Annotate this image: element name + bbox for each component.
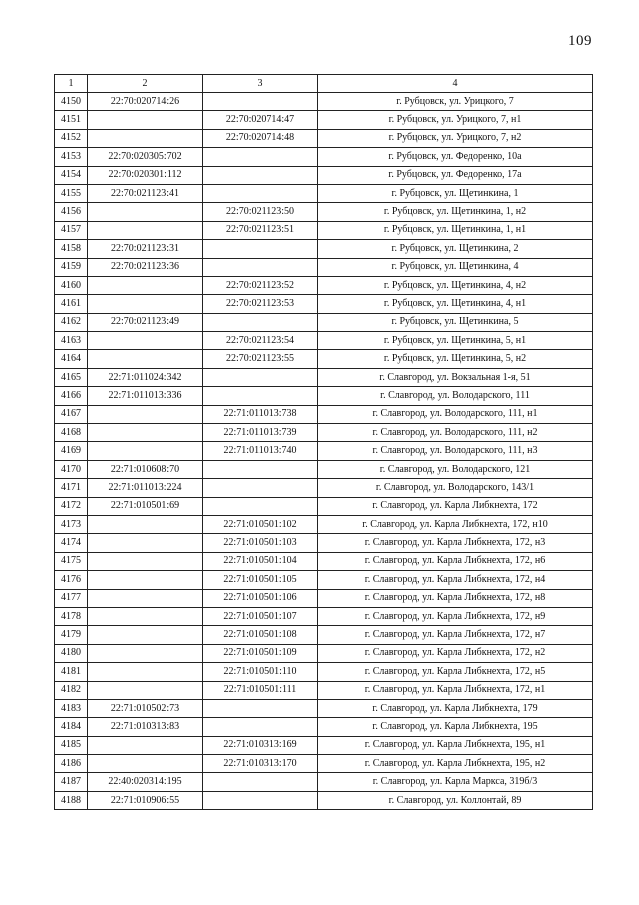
cell-row-number: 4150 xyxy=(55,93,88,111)
cell-cadastral-premises: 22:70:020714:47 xyxy=(203,111,318,129)
cell-row-number: 4168 xyxy=(55,424,88,442)
table-row xyxy=(55,221,593,239)
cell-row-number: 4175 xyxy=(55,552,88,570)
cell-cadastral-land xyxy=(88,129,203,147)
cell-address: г. Славгород, ул. Карла Либкнехта, 172, н4 xyxy=(318,571,593,589)
table-row xyxy=(55,607,593,625)
cell-cadastral-premises xyxy=(203,479,318,497)
cell-cadastral-land xyxy=(88,663,203,681)
cell-cadastral-land: 22:70:020714:26 xyxy=(88,93,203,111)
cell-row-number: 4176 xyxy=(55,571,88,589)
cell-cadastral-land xyxy=(88,571,203,589)
cell-cadastral-premises: 22:71:011013:740 xyxy=(203,442,318,460)
table-row xyxy=(55,442,593,460)
cell-cadastral-land: 22:71:010501:69 xyxy=(88,497,203,515)
cell-cadastral-premises: 22:71:010501:111 xyxy=(203,681,318,699)
cell-row-number: 4170 xyxy=(55,460,88,478)
cell-row-number: 4161 xyxy=(55,295,88,313)
cell-cadastral-land xyxy=(88,424,203,442)
cell-cadastral-land xyxy=(88,515,203,533)
cell-row-number: 4171 xyxy=(55,479,88,497)
cell-cadastral-premises: 22:71:010501:104 xyxy=(203,552,318,570)
cell-row-number: 4185 xyxy=(55,736,88,754)
cell-cadastral-premises xyxy=(203,773,318,791)
cell-cadastral-land xyxy=(88,552,203,570)
cell-cadastral-land: 22:71:010502:73 xyxy=(88,699,203,717)
table-row xyxy=(55,129,593,147)
table-row xyxy=(55,644,593,662)
cell-cadastral-premises xyxy=(203,497,318,515)
cell-cadastral-land xyxy=(88,755,203,773)
cell-address: г. Рубцовск, ул. Щетинкина, 5 xyxy=(318,313,593,331)
cell-row-number: 4188 xyxy=(55,791,88,809)
cell-row-number: 4155 xyxy=(55,184,88,202)
table-row xyxy=(55,479,593,497)
cell-row-number: 4178 xyxy=(55,607,88,625)
cell-row-number: 4183 xyxy=(55,699,88,717)
cell-cadastral-premises xyxy=(203,718,318,736)
table-row xyxy=(55,184,593,202)
table-row xyxy=(55,699,593,717)
cell-address: г. Рубцовск, ул. Федоренко, 10а xyxy=(318,148,593,166)
cell-cadastral-premises: 22:70:021123:51 xyxy=(203,221,318,239)
cell-address: г. Славгород, ул. Карла Либкнехта, 195 xyxy=(318,718,593,736)
cell-address: г. Славгород, ул. Вокзальная 1-я, 51 xyxy=(318,368,593,386)
header-col-1: 1 xyxy=(55,75,88,93)
cell-cadastral-premises: 22:70:021123:54 xyxy=(203,332,318,350)
header-col-3: 3 xyxy=(203,75,318,93)
cell-cadastral-premises xyxy=(203,148,318,166)
table-row xyxy=(55,387,593,405)
cell-address: г. Рубцовск, ул. Федоренко, 17а xyxy=(318,166,593,184)
cell-row-number: 4172 xyxy=(55,497,88,515)
cell-cadastral-premises xyxy=(203,184,318,202)
table-row xyxy=(55,350,593,368)
cell-row-number: 4182 xyxy=(55,681,88,699)
table-row xyxy=(55,571,593,589)
table-row xyxy=(55,258,593,276)
cell-row-number: 4179 xyxy=(55,626,88,644)
cell-cadastral-premises xyxy=(203,166,318,184)
table-header xyxy=(55,75,593,93)
table-row xyxy=(55,681,593,699)
cell-cadastral-land xyxy=(88,221,203,239)
cell-address: г. Славгород, ул. Карла Либкнехта, 179 xyxy=(318,699,593,717)
cell-cadastral-land xyxy=(88,681,203,699)
cell-row-number: 4167 xyxy=(55,405,88,423)
table-row xyxy=(55,626,593,644)
cell-row-number: 4180 xyxy=(55,644,88,662)
table-row xyxy=(55,736,593,754)
cell-address: г. Славгород, ул. Володарского, 121 xyxy=(318,460,593,478)
cell-address: г. Рубцовск, ул. Щетинкина, 1 xyxy=(318,184,593,202)
header-row xyxy=(55,75,593,93)
cell-row-number: 4187 xyxy=(55,773,88,791)
cell-cadastral-premises xyxy=(203,791,318,809)
cell-cadastral-premises xyxy=(203,387,318,405)
cell-address: г. Славгород, ул. Володарского, 111, н1 xyxy=(318,405,593,423)
cell-address: г. Рубцовск, ул. Щетинкина, 4 xyxy=(318,258,593,276)
cell-address: г. Славгород, ул. Карла Либкнехта, 172, н1 xyxy=(318,681,593,699)
cell-address: г. Славгород, ул. Володарского, 111, н2 xyxy=(318,424,593,442)
cell-address: г. Рубцовск, ул. Урицкого, 7 xyxy=(318,93,593,111)
cell-address: г. Славгород, ул. Карла Либкнехта, 172, н9 xyxy=(318,607,593,625)
cell-address: г. Славгород, ул. Карла Либкнехта, 172, н2 xyxy=(318,644,593,662)
cell-address: г. Славгород, ул. Карла Либкнехта, 172, н7 xyxy=(318,626,593,644)
cell-row-number: 4177 xyxy=(55,589,88,607)
cell-cadastral-land: 22:71:011013:224 xyxy=(88,479,203,497)
table-row xyxy=(55,773,593,791)
cell-cadastral-premises xyxy=(203,240,318,258)
cell-cadastral-land xyxy=(88,350,203,368)
cell-row-number: 4153 xyxy=(55,148,88,166)
cell-row-number: 4181 xyxy=(55,663,88,681)
cell-cadastral-land xyxy=(88,736,203,754)
table-row xyxy=(55,203,593,221)
header-col-2: 2 xyxy=(88,75,203,93)
cell-address: г. Рубцовск, ул. Щетинкина, 5, н1 xyxy=(318,332,593,350)
cell-cadastral-premises xyxy=(203,93,318,111)
cell-cadastral-land: 22:71:011013:336 xyxy=(88,387,203,405)
cell-cadastral-premises xyxy=(203,258,318,276)
cell-row-number: 4158 xyxy=(55,240,88,258)
cell-address: г. Славгород, ул. Карла Либкнехта, 172 xyxy=(318,497,593,515)
cell-cadastral-land: 22:71:010608:70 xyxy=(88,460,203,478)
cell-cadastral-premises: 22:71:010501:103 xyxy=(203,534,318,552)
table-row xyxy=(55,111,593,129)
cell-row-number: 4152 xyxy=(55,129,88,147)
table-row xyxy=(55,589,593,607)
cell-address: г. Славгород, ул. Коллонтай, 89 xyxy=(318,791,593,809)
cell-cadastral-land: 22:70:021123:49 xyxy=(88,313,203,331)
cell-cadastral-land: 22:70:021123:41 xyxy=(88,184,203,202)
table-row xyxy=(55,663,593,681)
register-table xyxy=(54,74,593,810)
cell-address: г. Славгород, ул. Карла Либкнехта, 172, н5 xyxy=(318,663,593,681)
cell-cadastral-premises: 22:70:021123:53 xyxy=(203,295,318,313)
cell-cadastral-premises xyxy=(203,460,318,478)
cell-address: г. Славгород, ул. Карла Либкнехта, 172, н6 xyxy=(318,552,593,570)
cell-cadastral-land: 22:70:020305:702 xyxy=(88,148,203,166)
table-row xyxy=(55,460,593,478)
table-row xyxy=(55,240,593,258)
cell-cadastral-premises: 22:70:020714:48 xyxy=(203,129,318,147)
cell-cadastral-premises xyxy=(203,368,318,386)
cell-address: г. Рубцовск, ул. Урицкого, 7, н1 xyxy=(318,111,593,129)
cell-address: г. Славгород, ул. Володарского, 111, н3 xyxy=(318,442,593,460)
cell-cadastral-premises: 22:70:021123:50 xyxy=(203,203,318,221)
table-row xyxy=(55,166,593,184)
cell-address: г. Рубцовск, ул. Щетинкина, 1, н1 xyxy=(318,221,593,239)
table-row xyxy=(55,755,593,773)
cell-cadastral-land: 22:71:011024:342 xyxy=(88,368,203,386)
cell-row-number: 4163 xyxy=(55,332,88,350)
cell-cadastral-land: 22:70:020301:112 xyxy=(88,166,203,184)
cell-cadastral-premises: 22:71:010501:110 xyxy=(203,663,318,681)
cell-cadastral-land xyxy=(88,607,203,625)
table-row xyxy=(55,148,593,166)
cell-cadastral-land: 22:71:010906:55 xyxy=(88,791,203,809)
cell-cadastral-land xyxy=(88,295,203,313)
cell-cadastral-premises: 22:71:010501:109 xyxy=(203,644,318,662)
cell-cadastral-land xyxy=(88,111,203,129)
table-row xyxy=(55,368,593,386)
table-row xyxy=(55,515,593,533)
cell-row-number: 4166 xyxy=(55,387,88,405)
cell-address: г. Рубцовск, ул. Щетинкина, 4, н1 xyxy=(318,295,593,313)
cell-row-number: 4173 xyxy=(55,515,88,533)
cell-row-number: 4164 xyxy=(55,350,88,368)
cell-address: г. Рубцовск, ул. Щетинкина, 1, н2 xyxy=(318,203,593,221)
cell-cadastral-land: 22:40:020314:195 xyxy=(88,773,203,791)
cell-cadastral-premises: 22:71:010501:107 xyxy=(203,607,318,625)
cell-address: г. Славгород, ул. Карла Либкнехта, 172, н10 xyxy=(318,515,593,533)
cell-cadastral-premises: 22:71:010313:169 xyxy=(203,736,318,754)
cell-cadastral-premises: 22:71:010313:170 xyxy=(203,755,318,773)
cell-address: г. Рубцовск, ул. Щетинкина, 2 xyxy=(318,240,593,258)
cell-address: г. Славгород, ул. Карла Либкнехта, 195, н1 xyxy=(318,736,593,754)
cell-cadastral-premises: 22:70:021123:52 xyxy=(203,276,318,294)
cell-address: г. Славгород, ул. Карла Либкнехта, 172, н3 xyxy=(318,534,593,552)
cell-address: г. Славгород, ул. Карла Либкнехта, 195, н2 xyxy=(318,755,593,773)
cell-cadastral-land xyxy=(88,405,203,423)
cell-cadastral-land: 22:70:021123:31 xyxy=(88,240,203,258)
table-row xyxy=(55,332,593,350)
cell-cadastral-premises: 22:71:010501:105 xyxy=(203,571,318,589)
cell-address: г. Рубцовск, ул. Щетинкина, 5, н2 xyxy=(318,350,593,368)
cell-cadastral-land xyxy=(88,332,203,350)
cell-address: г. Рубцовск, ул. Урицкого, 7, н2 xyxy=(318,129,593,147)
table-row xyxy=(55,718,593,736)
cell-address: г. Славгород, ул. Володарского, 143/1 xyxy=(318,479,593,497)
cell-row-number: 4157 xyxy=(55,221,88,239)
table-row xyxy=(55,276,593,294)
cell-row-number: 4174 xyxy=(55,534,88,552)
cell-cadastral-premises: 22:71:010501:108 xyxy=(203,626,318,644)
cell-cadastral-land: 22:71:010313:83 xyxy=(88,718,203,736)
header-col-4: 4 xyxy=(318,75,593,93)
cell-cadastral-premises: 22:71:010501:102 xyxy=(203,515,318,533)
cell-row-number: 4151 xyxy=(55,111,88,129)
page-number: 109 xyxy=(568,33,592,49)
cell-row-number: 4169 xyxy=(55,442,88,460)
cell-cadastral-premises: 22:71:010501:106 xyxy=(203,589,318,607)
table-row xyxy=(55,313,593,331)
cell-row-number: 4159 xyxy=(55,258,88,276)
table-row xyxy=(55,497,593,515)
cell-cadastral-premises: 22:70:021123:55 xyxy=(203,350,318,368)
table-row xyxy=(55,93,593,111)
cell-row-number: 4154 xyxy=(55,166,88,184)
cell-address: г. Славгород, ул. Карла Маркса, 319б/3 xyxy=(318,773,593,791)
table-row xyxy=(55,552,593,570)
cell-row-number: 4156 xyxy=(55,203,88,221)
cell-cadastral-land xyxy=(88,589,203,607)
cell-address: г. Славгород, ул. Володарского, 111 xyxy=(318,387,593,405)
cell-row-number: 4162 xyxy=(55,313,88,331)
cell-cadastral-land xyxy=(88,644,203,662)
table-row xyxy=(55,405,593,423)
cell-row-number: 4165 xyxy=(55,368,88,386)
cell-cadastral-land xyxy=(88,534,203,552)
cell-cadastral-land xyxy=(88,442,203,460)
cell-row-number: 4186 xyxy=(55,755,88,773)
cell-row-number: 4160 xyxy=(55,276,88,294)
cell-address: г. Рубцовск, ул. Щетинкина, 4, н2 xyxy=(318,276,593,294)
table-row xyxy=(55,295,593,313)
table-row xyxy=(55,791,593,809)
cell-cadastral-premises: 22:71:011013:739 xyxy=(203,424,318,442)
cell-cadastral-premises xyxy=(203,699,318,717)
cell-cadastral-premises xyxy=(203,313,318,331)
table-row xyxy=(55,424,593,442)
cell-cadastral-land xyxy=(88,203,203,221)
cell-row-number: 4184 xyxy=(55,718,88,736)
cell-cadastral-land: 22:70:021123:36 xyxy=(88,258,203,276)
table-row xyxy=(55,534,593,552)
table-body xyxy=(55,93,593,810)
cell-address: г. Славгород, ул. Карла Либкнехта, 172, н8 xyxy=(318,589,593,607)
cell-cadastral-land xyxy=(88,276,203,294)
cell-cadastral-land xyxy=(88,626,203,644)
cell-cadastral-premises: 22:71:011013:738 xyxy=(203,405,318,423)
